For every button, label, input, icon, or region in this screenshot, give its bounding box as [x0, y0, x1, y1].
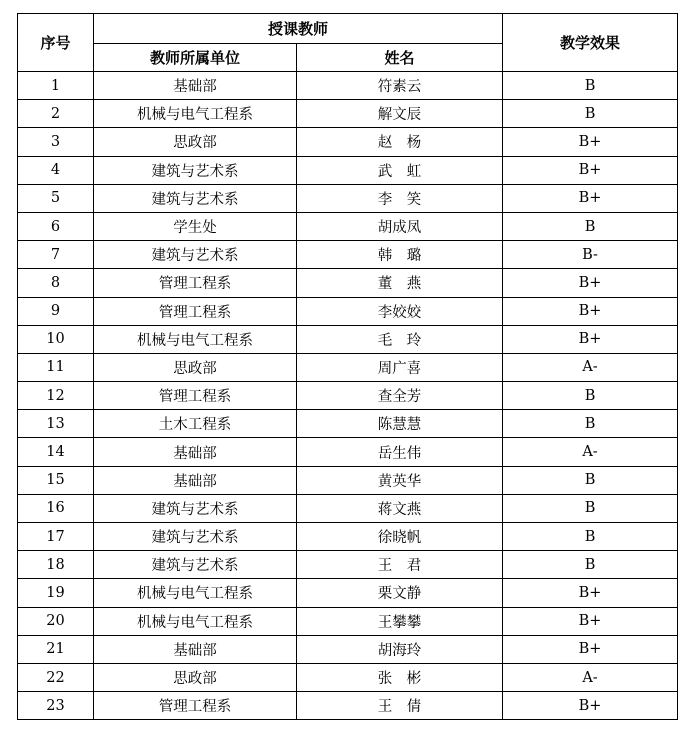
cell-name: 董 燕 — [297, 269, 503, 297]
cell-unit: 管理工程系 — [94, 269, 297, 297]
table-row — [18, 241, 678, 269]
table-row — [18, 100, 678, 128]
table-row — [18, 438, 678, 466]
cell-unit: 学生处 — [94, 212, 297, 240]
cell-unit: 基础部 — [94, 438, 297, 466]
cell-unit: 建筑与艺术系 — [94, 156, 297, 184]
table-row — [18, 692, 678, 720]
table-row — [18, 579, 678, 607]
cell-effect: B+ — [503, 156, 678, 184]
cell-name: 栗文静 — [297, 579, 503, 607]
cell-effect: B+ — [503, 184, 678, 212]
cell-name: 黄英华 — [297, 466, 503, 494]
cell-unit: 基础部 — [94, 72, 297, 100]
cell-seq: 1 — [18, 72, 94, 100]
table-row — [18, 466, 678, 494]
teaching-evaluation-table — [17, 13, 678, 720]
cell-name: 查全芳 — [297, 382, 503, 410]
cell-name: 徐晓帆 — [297, 523, 503, 551]
cell-unit: 机械与电气工程系 — [94, 607, 297, 635]
cell-effect: B+ — [503, 692, 678, 720]
table-row — [18, 494, 678, 522]
cell-seq: 7 — [18, 241, 94, 269]
cell-unit: 基础部 — [94, 635, 297, 663]
cell-unit: 土木工程系 — [94, 410, 297, 438]
cell-effect: A- — [503, 438, 678, 466]
table-row — [18, 184, 678, 212]
table-body — [18, 72, 678, 720]
cell-name: 李姣姣 — [297, 297, 503, 325]
header-teacher-group: 授课教师 — [94, 14, 503, 44]
cell-effect: B+ — [503, 269, 678, 297]
cell-effect: B — [503, 100, 678, 128]
cell-effect: B — [503, 466, 678, 494]
table-row — [18, 523, 678, 551]
cell-name: 周广喜 — [297, 353, 503, 381]
cell-name: 李 笑 — [297, 184, 503, 212]
cell-name: 王 倩 — [297, 692, 503, 720]
cell-effect: B — [503, 72, 678, 100]
cell-seq: 20 — [18, 607, 94, 635]
cell-effect: B+ — [503, 635, 678, 663]
cell-seq: 11 — [18, 353, 94, 381]
cell-unit: 思政部 — [94, 663, 297, 691]
table-row — [18, 410, 678, 438]
cell-unit: 思政部 — [94, 128, 297, 156]
cell-name: 岳生伟 — [297, 438, 503, 466]
cell-seq: 10 — [18, 325, 94, 353]
cell-unit: 基础部 — [94, 466, 297, 494]
cell-name: 王 君 — [297, 551, 503, 579]
header-unit: 教师所属单位 — [94, 44, 297, 72]
cell-unit: 建筑与艺术系 — [94, 241, 297, 269]
cell-name: 张 彬 — [297, 663, 503, 691]
cell-effect: B — [503, 212, 678, 240]
cell-effect: B+ — [503, 325, 678, 353]
cell-name: 蒋文燕 — [297, 494, 503, 522]
cell-unit: 建筑与艺术系 — [94, 184, 297, 212]
cell-name: 陈慧慧 — [297, 410, 503, 438]
cell-unit: 管理工程系 — [94, 382, 297, 410]
cell-effect: A- — [503, 663, 678, 691]
cell-seq: 21 — [18, 635, 94, 663]
cell-unit: 建筑与艺术系 — [94, 494, 297, 522]
header-effect: 教学效果 — [503, 14, 678, 72]
cell-name: 符素云 — [297, 72, 503, 100]
header-seq: 序号 — [18, 14, 94, 72]
table-row — [18, 297, 678, 325]
cell-seq: 3 — [18, 128, 94, 156]
table-row — [18, 353, 678, 381]
cell-effect: B+ — [503, 297, 678, 325]
cell-name: 毛 玲 — [297, 325, 503, 353]
table-row — [18, 212, 678, 240]
cell-seq: 23 — [18, 692, 94, 720]
cell-unit: 管理工程系 — [94, 297, 297, 325]
cell-seq: 8 — [18, 269, 94, 297]
cell-effect: B — [503, 523, 678, 551]
table-row — [18, 325, 678, 353]
cell-seq: 16 — [18, 494, 94, 522]
cell-effect: B- — [503, 241, 678, 269]
cell-effect: B+ — [503, 607, 678, 635]
cell-effect: B — [503, 410, 678, 438]
cell-unit: 建筑与艺术系 — [94, 551, 297, 579]
cell-effect: B — [503, 494, 678, 522]
cell-unit: 思政部 — [94, 353, 297, 381]
table-row — [18, 382, 678, 410]
cell-seq: 6 — [18, 212, 94, 240]
cell-effect: B — [503, 382, 678, 410]
table-row — [18, 635, 678, 663]
cell-name: 胡成凤 — [297, 212, 503, 240]
cell-seq: 12 — [18, 382, 94, 410]
cell-seq: 15 — [18, 466, 94, 494]
cell-seq: 4 — [18, 156, 94, 184]
cell-name: 韩 璐 — [297, 241, 503, 269]
cell-unit: 机械与电气工程系 — [94, 325, 297, 353]
cell-seq: 5 — [18, 184, 94, 212]
cell-name: 王攀攀 — [297, 607, 503, 635]
cell-effect: A- — [503, 353, 678, 381]
cell-seq: 17 — [18, 523, 94, 551]
cell-seq: 2 — [18, 100, 94, 128]
table-header — [18, 14, 678, 72]
cell-name: 赵 杨 — [297, 128, 503, 156]
cell-seq: 22 — [18, 663, 94, 691]
cell-unit: 管理工程系 — [94, 692, 297, 720]
cell-effect: B+ — [503, 579, 678, 607]
table-row — [18, 551, 678, 579]
header-row-1 — [18, 14, 678, 44]
cell-seq: 14 — [18, 438, 94, 466]
cell-seq: 19 — [18, 579, 94, 607]
cell-seq: 18 — [18, 551, 94, 579]
cell-unit: 机械与电气工程系 — [94, 100, 297, 128]
cell-seq: 13 — [18, 410, 94, 438]
header-name: 姓名 — [297, 44, 503, 72]
table-row — [18, 128, 678, 156]
cell-name: 胡海玲 — [297, 635, 503, 663]
cell-unit: 机械与电气工程系 — [94, 579, 297, 607]
cell-name: 解文辰 — [297, 100, 503, 128]
table-row — [18, 269, 678, 297]
table-row — [18, 607, 678, 635]
cell-name: 武 虹 — [297, 156, 503, 184]
table-row — [18, 156, 678, 184]
cell-effect: B — [503, 551, 678, 579]
table-row — [18, 663, 678, 691]
cell-seq: 9 — [18, 297, 94, 325]
cell-effect: B+ — [503, 128, 678, 156]
table-row — [18, 72, 678, 100]
cell-unit: 建筑与艺术系 — [94, 523, 297, 551]
